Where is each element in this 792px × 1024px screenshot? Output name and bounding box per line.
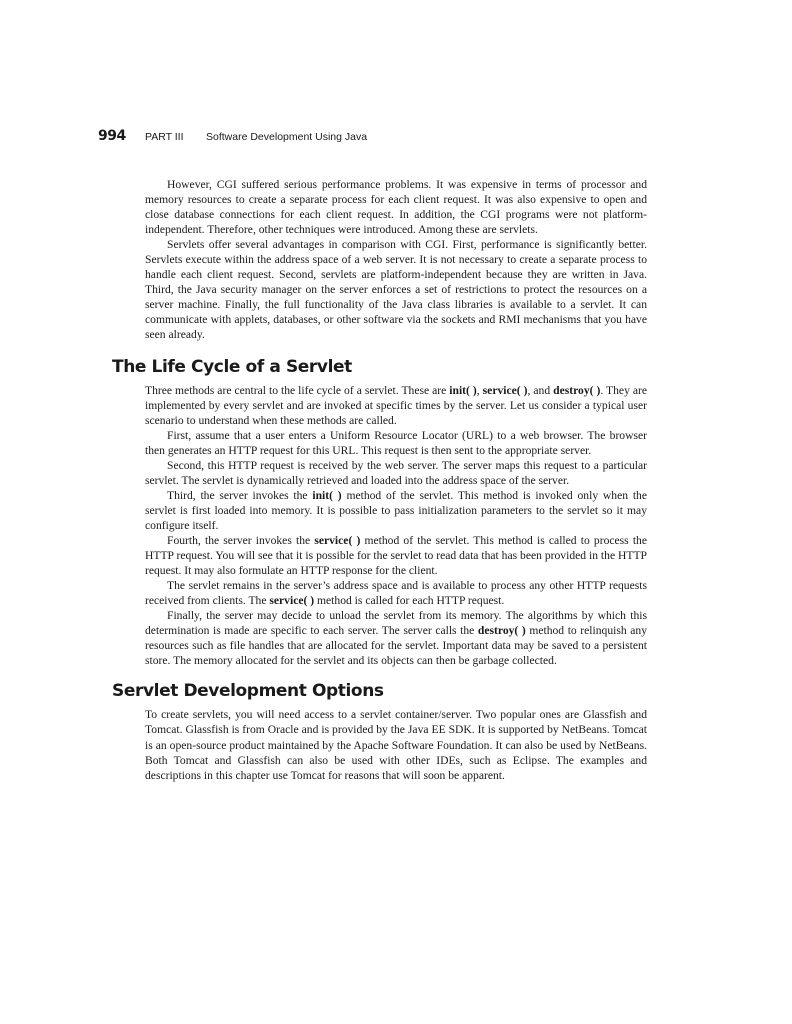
destroy-method: destroy( ) (477, 624, 526, 638)
service-method: service( ) (482, 383, 528, 397)
page-number: 994 (98, 128, 126, 144)
service-method: service( ) (269, 594, 315, 608)
life-cycle-paragraph-4: Third, the server invokes the init( ) method of the servlet. This method is invoked only when the servlet is first loaded into memory. It is possible to pass initialization parameters to the servlet so it may configure itself. (145, 488, 647, 532)
chapter-title: Software Development Using Java (206, 131, 368, 143)
dev-options-paragraph-1: To create servlets, you will need access to a servlet container/server. Two popular ones are Glassfish and Tomcat. Glassfish is from Oracle and is provided by the Java EE SDK. It is supported by NetBeans. Tomcat is an open-source product maintained by the Apache Software Foundation. It can also be used by NetBeans. Both Tomcat and Glassfish can also be used with other IDEs, such as Eclipse. The examples and descriptions in this chapter use Tomcat for reasons that will soon be apparent. (145, 708, 647, 782)
intro-paragraph-1: However, CGI suffered serious performance problems. It was expensive in terms of processor and memory resources to create a separate process for each client request. It was also expensive to open and close database connections for each client request. In addition, the CGI programs were not platform-independent. Therefore, other techniques were introduced. Among these are servlets. (145, 178, 647, 237)
life-cycle-paragraph-1: Three methods are central to the life cycle of a servlet. These are init( ), service( ), and destroy( ). They are implemented by every servlet and are invoked at specific times by the server. Let us consider a typical user scenario to understand when these methods are called. (145, 383, 648, 427)
section-heading-life-cycle: The Life Cycle of a Servlet (112, 356, 352, 377)
part-label: PART III (145, 131, 184, 143)
init-method: init( ) (449, 383, 477, 397)
service-method: service( ) (314, 533, 361, 547)
life-cycle-paragraph-7: Finally, the server may decide to unload the servlet from its memory. The algorithms by which this determination is made are specific to each server. The server calls the destroy( ) method to relinquish any resources such as file handles that are allocated for the servlet. Important data may be saved to a persistent store. The memory allocated for the servlet and its objects can then be garbage collected. (145, 609, 648, 668)
page-body (112, 177, 648, 783)
life-cycle-paragraph-2: First, assume that a user enters a Uniform Resource Locator (URL) to a web browser. The browser then generates an HTTP request for this URL. This request is then sent to the appropriate server. (145, 428, 647, 457)
intro-paragraph-2: Servlets offer several advantages in comparison with CGI. First, performance is significantly better. Servlets execute within the address space of a web server. It is not necessary to create a separate process to handle each client request. Second, servlets are platform-independent because they are written in Java. Third, the Java security manager on the server enforces a set of restrictions to protect the resources on a server machine. Finally, the full functionality of the Java class libraries is available to a servlet. It can communicate with applets, databases, or other software via the sockets and RMI mechanisms that you have seen already. (145, 238, 647, 342)
life-cycle-paragraph-3: Second, this HTTP request is received by the web server. The server maps this request to a particular servlet. The servlet is dynamically retrieved and loaded into the address space of the server. (145, 458, 647, 487)
life-cycle-paragraph-6: The servlet remains in the server’s address space and is available to process any other HTTP requests received from clients. The service( ) method is called for each HTTP request. (145, 579, 647, 608)
section-heading-dev-options: Servlet Development Options (112, 681, 384, 702)
init-method: init( ) (312, 488, 342, 502)
destroy-method: destroy( ) (553, 383, 601, 397)
life-cycle-paragraph-5: Fourth, the server invokes the service( ) method of the servlet. This method is called to process the HTTP request. You will see that it is possible for the servlet to read data that has been provided in the HTTP request. It may also formulate an HTTP response for the client. (145, 533, 648, 578)
